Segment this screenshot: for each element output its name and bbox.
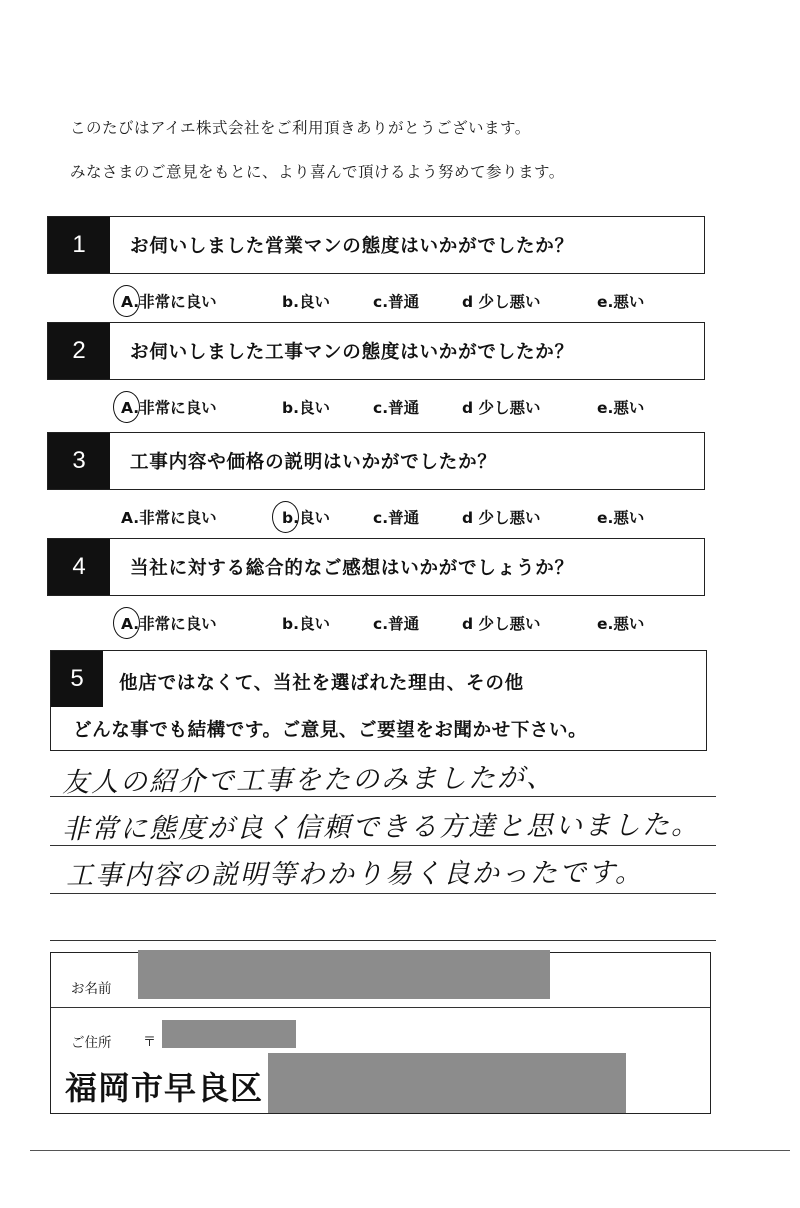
option-e[interactable]: e.悪い [597,509,645,527]
bottom-rule [30,1150,790,1151]
option-c[interactable]: c.普通 [373,399,420,417]
option-a[interactable]: A.非常に良い [121,399,217,417]
handwritten-line-2: 非常に態度が良く信頼できる方達と思いました。 [61,809,701,846]
question-text: お伺いしました工事マンの態度はいかがでしたか？ [130,342,574,363]
name-label: お名前 [71,981,112,997]
address-handwritten: 福岡市早良区 [65,1069,264,1107]
question-number: 2 [48,323,110,379]
option-c[interactable]: c.普通 [373,509,420,527]
question-number: 4 [48,539,110,595]
option-c[interactable]: c.普通 [373,293,420,311]
question-number: 1 [48,217,110,273]
handwritten-line-3: 工事内容の説明等わかり易く良かったです。 [65,857,644,892]
question-5 [50,650,707,751]
option-b[interactable]: b.良い [282,509,330,527]
question-number: 5 [51,651,103,707]
option-a[interactable]: A.非常に良い [121,509,217,527]
redaction-name [138,950,550,999]
intro-line-1: このたびはアイエ株式会社をご利用頂きありがとうございます。 [70,119,531,137]
redaction-address [268,1053,626,1113]
answer-line [50,893,716,894]
question-1 [47,216,705,274]
answer-line [50,940,716,941]
option-d[interactable]: d 少し悪い [462,509,541,527]
info-divider [51,1007,710,1008]
question-text: 当社に対する総合的なご感想はいかがでしょうか？ [130,558,574,579]
option-b[interactable]: b.良い [282,615,330,633]
address-label: ご住所 [71,1035,112,1051]
question-text: 工事内容や価格の説明はいかがでしたか？ [130,452,497,473]
option-a[interactable]: A.非常に良い [121,293,217,311]
option-d[interactable]: d 少し悪い [462,399,541,417]
question-number: 3 [48,433,110,489]
option-e[interactable]: e.悪い [597,615,645,633]
question-text: お伺いしました営業マンの態度はいかがでしたか？ [130,236,574,257]
option-e[interactable]: e.悪い [597,293,645,311]
option-e[interactable]: e.悪い [597,399,645,417]
question-2 [47,322,705,380]
option-c[interactable]: c.普通 [373,615,420,633]
question-text-line-1: 他店ではなくて、当社を選ばれた理由、その他 [119,673,524,694]
handwritten-line-1: 友人の紹介で工事をたのみましたが、 [61,762,556,799]
option-b[interactable]: b.良い [282,293,330,311]
intro-line-2: みなさまのご意見をもとに、より喜んで頂けるよう努めて参ります。 [70,163,565,181]
option-b[interactable]: b.良い [282,399,330,417]
question-4 [47,538,705,596]
option-d[interactable]: d 少し悪い [462,615,541,633]
option-a[interactable]: A.非常に良い [121,615,217,633]
question-text-line-2: どんな事でも結構です。ご意見、ご要望をお聞かせ下さい。 [73,720,588,741]
postal-mark: 〒 [143,1035,157,1050]
option-d[interactable]: d 少し悪い [462,293,541,311]
question-3 [47,432,705,490]
redaction-postal [162,1020,296,1048]
